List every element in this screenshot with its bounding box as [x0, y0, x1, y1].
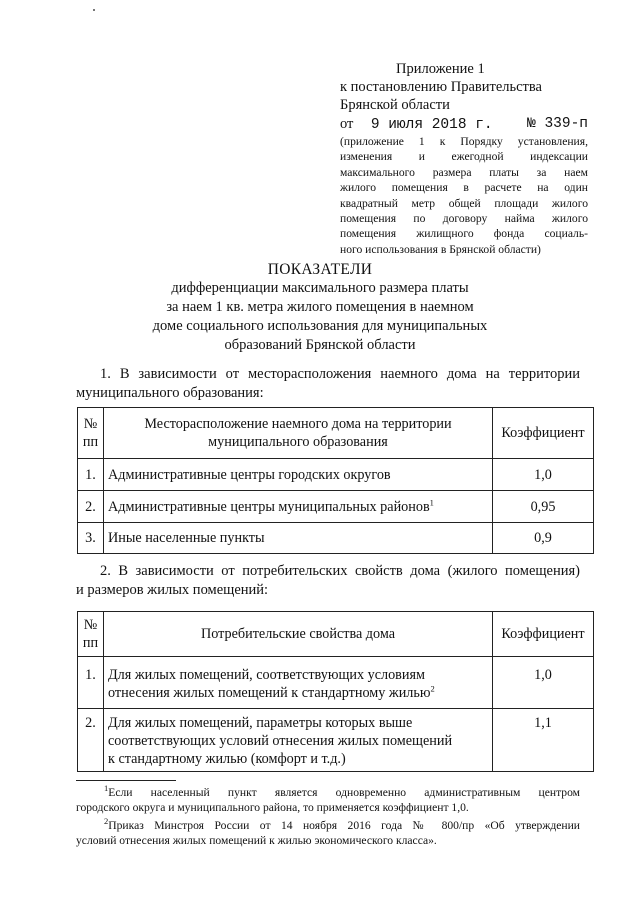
footnote-mark: 1	[104, 783, 109, 794]
annex-line-2: Брянской области	[340, 97, 450, 113]
section1-line-1: 1. В зависимости от месторасположения наемного дома на территории	[100, 366, 580, 382]
annex-note-line: (приложение 1 к Порядку установления,	[340, 135, 588, 148]
annex-header	[340, 60, 588, 257]
header-name-cell	[104, 408, 493, 459]
document-heading	[0, 261, 640, 355]
heading-line: за наем 1 кв. метра жилого помещения в наемном	[166, 299, 474, 315]
row-name-cell	[104, 491, 493, 523]
heading-line: дифференциации максимального размера платы	[171, 280, 469, 296]
row-num: 1.	[78, 459, 104, 491]
row-coef: 1,0	[493, 657, 594, 709]
annex-date: 9 июля 2018 г.	[370, 117, 493, 133]
row-desc-cell	[104, 709, 493, 772]
table-row	[78, 523, 594, 554]
header-num-cell	[78, 408, 104, 459]
footnote-line: городского округа и муниципального района, то применяется коэффициент 1,0.	[76, 801, 469, 814]
header-name-line: муниципального образования	[208, 434, 388, 450]
table-header-row	[78, 408, 594, 459]
header-num-cell	[78, 612, 104, 657]
header-num-symbol: №	[83, 416, 98, 432]
table-row	[78, 459, 594, 491]
row-name: Административные центры городских округов	[104, 459, 493, 491]
row-coef: 1,0	[493, 459, 594, 491]
row-coef: 0,95	[493, 491, 594, 523]
annex-from: от	[340, 116, 354, 132]
section1-intro	[76, 365, 580, 403]
table-property-coefficients	[77, 611, 594, 772]
row-desc-line-with-ref	[108, 684, 488, 702]
row-name: Иные населенные пункты	[104, 523, 493, 554]
annex-line-1: к постановлению Правительства	[340, 79, 542, 95]
section2-line-2: и размеров жилых помещений:	[76, 582, 269, 598]
footnote-ref-1[interactable]: 1	[429, 496, 434, 507]
row-name: Административные центры муниципальных районов	[108, 498, 430, 515]
annex-note-line: жилого помещения в расчете на один	[340, 181, 588, 195]
annex-note-line: ного использования в Брянской области)	[340, 242, 541, 256]
footnote-text: Если населенный пункт является одновременно административным центром	[108, 786, 580, 799]
row-desc-line: отнесения жилых помещений к стандартному жилью	[108, 685, 431, 701]
annex-number: № 339-п	[527, 116, 588, 132]
annex-title: Приложение 1	[396, 61, 485, 77]
header-num-abbr: пп	[82, 434, 99, 450]
heading-line: образований Брянской области	[224, 337, 416, 353]
annex-note-line: изменения и ежегодной индексации	[340, 150, 588, 164]
footnotes	[76, 785, 580, 848]
row-coef: 1,1	[493, 709, 594, 772]
table-location-coefficients	[77, 407, 594, 554]
heading-title: ПОКАЗАТЕЛИ	[267, 261, 373, 278]
footnote-line	[76, 818, 580, 833]
annex-date-row	[340, 115, 588, 134]
footnote-2	[76, 818, 580, 848]
table-row	[78, 709, 594, 772]
row-num: 1.	[78, 657, 104, 709]
header-num-symbol: №	[83, 617, 98, 633]
header-name-cell: Потребительские свойства дома	[104, 612, 493, 657]
footnote-separator	[76, 780, 176, 781]
section1-line-2: муниципального образования:	[76, 385, 264, 401]
heading-line: доме социального использования для муниципальных	[152, 318, 488, 334]
footnote-line: условий отнесения жилых помещений к жилью экономического класса».	[76, 834, 437, 847]
header-coef-cell: Коэффициент	[493, 612, 594, 657]
footnote-line	[76, 785, 580, 800]
row-desc-cell	[104, 657, 493, 709]
footnote-text: Приказ Минстроя России от 14 ноября 2016 года № 800/пр «Об утверждении	[108, 819, 580, 832]
row-coef: 0,9	[493, 523, 594, 554]
header-num-abbr: пп	[82, 635, 99, 651]
header-name-line: Месторасположение наемного дома на территории	[144, 416, 452, 432]
row-num: 3.	[78, 523, 104, 554]
row-desc-line: Для жилых помещений, соответствующих условиям	[108, 667, 425, 683]
footnote-mark: 2	[104, 816, 109, 827]
table-row	[78, 491, 594, 523]
row-num: 2.	[78, 491, 104, 523]
footnote-ref-2[interactable]: 2	[430, 683, 435, 694]
annex-note-line: максимального размера платы за наем	[340, 165, 588, 179]
annex-note-line: помещения жилищного фонда социаль-	[340, 227, 588, 241]
scan-speck	[93, 9, 95, 11]
section2-intro	[76, 562, 580, 600]
row-num: 2.	[78, 709, 104, 772]
annex-note-line: квадратный метр общей площади жилого	[340, 196, 588, 210]
header-coef-cell: Коэффициент	[493, 408, 594, 459]
section2-line-1: 2. В зависимости от потребительских свойств дома (жилого помещения)	[100, 563, 580, 579]
row-desc-line: к стандартному жилью (комфорт и т.д.)	[108, 751, 346, 767]
table-row	[78, 657, 594, 709]
row-desc-line: соответствующих условий отнесения жилых помещений	[108, 733, 453, 749]
row-desc-line: Для жилых помещений, параметры которых выше	[108, 715, 413, 731]
footnote-1	[76, 785, 580, 815]
table-header-row	[78, 612, 594, 657]
annex-note-line: помещения по договору найма жилого	[340, 212, 588, 226]
